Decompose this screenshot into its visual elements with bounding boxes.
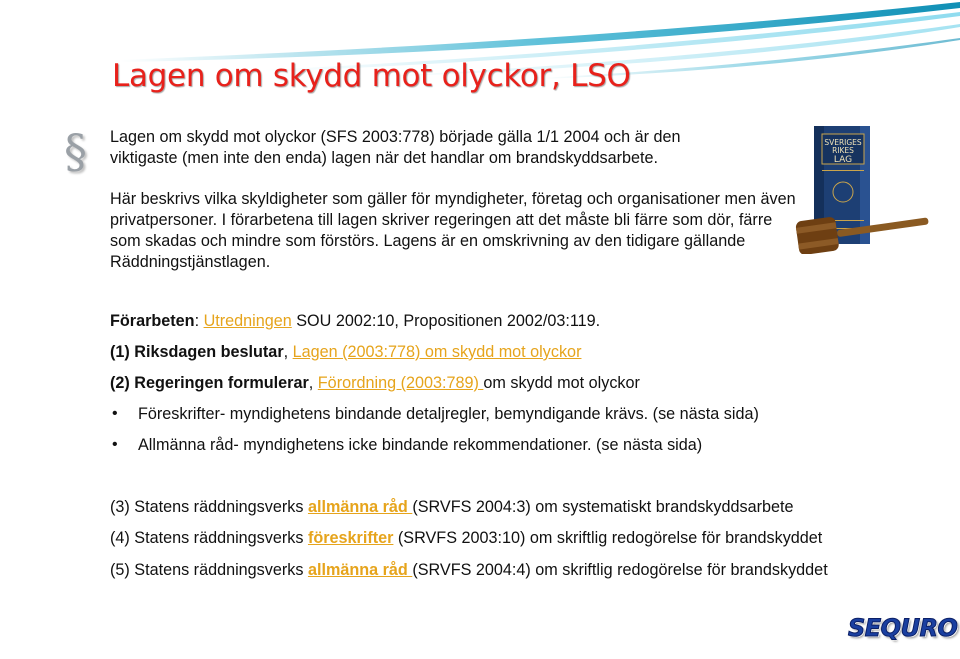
item-1-sep: , [283, 343, 293, 361]
book-spine-line-3: LAG [833, 155, 853, 165]
bullet-marker: • [112, 436, 118, 453]
intro-paragraph-1: Lagen om skydd mot olyckor (SFS 2003:778) började gälla 1/1 2004 och är den viktigaste (men inte den enda) lagen när det handlar om brandskyddsarbete. [110, 128, 681, 167]
item-5-line [110, 561, 828, 580]
item-5-pre: (5) Statens räddningsverks [110, 561, 308, 579]
book-spine-line-1: SVERIGES [824, 138, 862, 147]
lagen-link[interactable]: Lagen (2003:778) om skydd mot olyckor [292, 343, 582, 361]
item-2-sep: , [308, 374, 318, 392]
book-spine-line-2: RIKES [832, 146, 854, 155]
item-2-rest: om skydd mot olyckor [483, 374, 640, 392]
utredningen-link[interactable]: Utredningen [203, 312, 292, 330]
intro-paragraph-2: Här beskrivs vilka skyldigheter som gäller för myndigheter, företag och organisationer men även privatpersoner. I förarbetena till lagen skriver regeringen att det måste bli färre som dör, färre som skadas och mindre som förstörs. Lagens är en omskrivning av den tidigare gällande Räddningstjänstlagen. [110, 190, 796, 271]
forarbeten-line [110, 312, 600, 331]
item-2-bold: (2) Regeringen formulerar [110, 374, 309, 392]
page-title: Lagen om skydd mot olyckor, LSO [112, 58, 631, 94]
forarbeten-rest: SOU 2002:10, Propositionen 2002/03:119. [291, 312, 601, 330]
bullet-marker: • [112, 405, 118, 422]
bullet-foreskrifter: Föreskrifter- myndighetens bindande detaljregler, bemyndigande krävs. (se nästa sida) [138, 405, 759, 423]
forarbeten-label: Förarbeten [110, 312, 195, 330]
forordning-link[interactable]: Förordning (2003:789) [317, 374, 484, 392]
forarbeten-colon: : [194, 312, 204, 330]
item-5-allmanna-rad-link[interactable]: allmänna råd [307, 561, 413, 579]
item-4-post: (SRVFS 2003:10) om skriftlig redogörelse för brandskyddet [393, 529, 823, 547]
item-4-pre: (4) Statens räddningsverks [110, 529, 308, 547]
item-3-allmanna-rad-link[interactable]: allmänna råd [307, 498, 413, 516]
item-1-line [110, 343, 581, 362]
item-3-post: (SRVFS 2004:3) om systematiskt brandskyddsarbete [412, 498, 794, 516]
law-book-gavel-icon [792, 124, 934, 254]
section-sign-icon: § [64, 124, 87, 178]
sequro-logo: SEQURO [848, 614, 958, 642]
item-3-pre: (3) Statens räddningsverks [110, 498, 308, 516]
item-4-line [110, 529, 822, 548]
item-2-line [110, 374, 640, 393]
item-5-post: (SRVFS 2004:4) om skriftlig redogörelse för brandskyddet [412, 561, 828, 579]
bullet-allmanna-rad: Allmänna råd- myndighetens icke bindande rekommendationer. (se nästa sida) [138, 436, 703, 454]
item-4-foreskrifter-link[interactable]: föreskrifter [307, 529, 394, 547]
item-3-line [110, 498, 794, 517]
item-1-bold: (1) Riksdagen beslutar [110, 343, 284, 361]
